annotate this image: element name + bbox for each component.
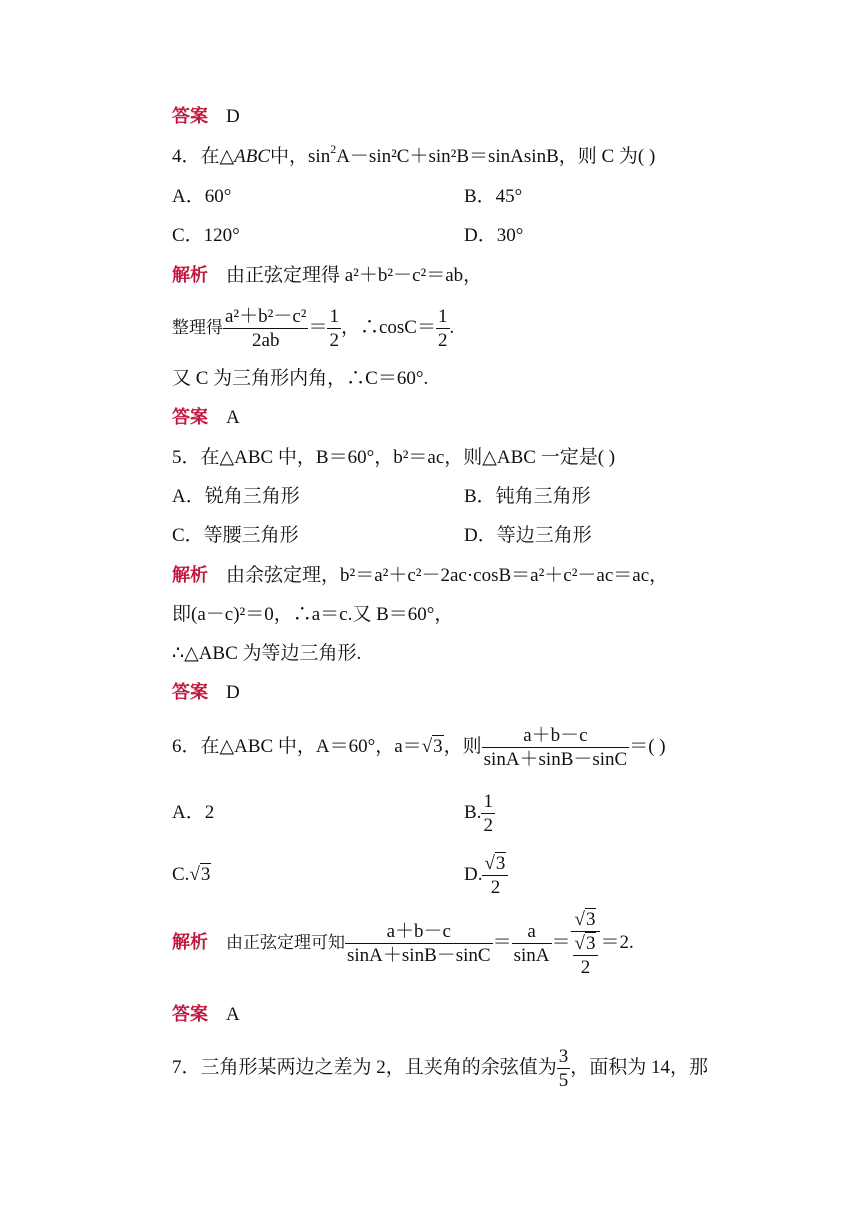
question-4-options-row2: [172, 224, 524, 248]
answer-label: 答案: [172, 682, 208, 703]
question-6-options-row2: [172, 852, 506, 899]
option-d[interactable]: D．等边三角形: [464, 525, 592, 546]
question-5-solution-3: ∴△ABC 为等边三角形.: [172, 643, 362, 664]
fraction: $\frac{1}{2}$: [438, 306, 448, 352]
answer-label: 答案: [172, 407, 208, 428]
answer-value: A: [226, 1004, 240, 1025]
option-b[interactable]: B. $\frac{1}{2}$: [464, 791, 493, 837]
question-6-options-row1: [172, 790, 493, 837]
answer-line-6: [172, 1003, 240, 1027]
question-5-solution-1: 解析 由余弦定理，b²＝a²＋c²－2ac·cosB＝a²＋c²－ac＝ac，: [172, 565, 669, 586]
question-5-solution-2: 即(a－c)²＝0，∴a＝c.又 B＝60°，: [172, 604, 454, 625]
question-4-options-row1: [172, 185, 523, 209]
question-5-options-row1: [172, 485, 591, 509]
analysis-label: 解析: [172, 565, 208, 586]
answer-line-4: [172, 406, 240, 430]
option-c[interactable]: C．120°: [172, 225, 240, 246]
option-a[interactable]: A．60°: [172, 186, 232, 207]
question-5-options-row2: [172, 524, 592, 548]
question-5-stem: 5．在△ABC 中，B＝60°，b²＝ac，则△ABC 一定是( ): [172, 447, 616, 468]
question-7-stem: 7．三角形某两边之差为 2，且夹角的余弦值为 $\frac{3}{5}$ ，面积为 14，那: [172, 1046, 709, 1092]
option-a[interactable]: A．锐角三角形: [172, 486, 300, 507]
answer-label: 答案: [172, 106, 208, 127]
answer-line-3: [172, 105, 240, 129]
option-c[interactable]: C．等腰三角形: [172, 525, 299, 546]
option-a[interactable]: A．2: [172, 802, 215, 823]
fraction: $\frac{a}{\sin A}$: [513, 921, 550, 967]
answer-value: A: [226, 407, 240, 428]
analysis-label: 解析: [172, 932, 208, 953]
fraction: $\frac{\text{a²＋b²－c²}}{2ab}$: [225, 306, 307, 352]
fraction: $\frac{a+b-c}{\sin A+\sin B-\sin C}$: [483, 725, 628, 771]
answer-line-5: [172, 681, 240, 705]
sqrt: √3: [421, 736, 443, 757]
question-6-solution: 解析 由正弦定理可知 $\frac{a+b-c}{\sin A+\sin B-\sin C}$ ＝ $\frac{a}{\sin A}$ ＝ $\frac{√3}{\frac{√3}{2}}$ ＝2.: [172, 909, 634, 979]
fraction: $\frac{√3}{\frac{√3}{2}}$: [571, 910, 601, 977]
answer-value: D: [226, 682, 240, 703]
option-b[interactable]: B．钝角三角形: [464, 486, 591, 507]
fraction: $\frac{3}{5}$: [558, 1046, 569, 1092]
fraction: $\frac{a+b-c}{\sin A+\sin B-\sin C}$: [347, 921, 491, 967]
question-6-stem: 6．在△ABC 中，A＝60°，a＝√3，则 $\frac{a+b-c}{\sin A+\sin B-\sin C}$ ＝( ): [172, 725, 666, 771]
question-4-solution-1: 解析 由正弦定理得 a²＋b²－c²＝ab，: [172, 265, 483, 286]
answer-value: D: [226, 106, 240, 127]
question-4-solution-2: 整理得 $\frac{\text{a²＋b²－c²}}{2ab}$ ＝ $\frac{1}{2}$ ，∴cosC＝ $\frac{1}{2}$ .: [172, 306, 455, 352]
option-d[interactable]: D. $\frac{√3}{2}$: [464, 852, 508, 898]
answer-label: 答案: [172, 1004, 208, 1025]
question-4-solution-3: 又 C 为三角形内角，∴C＝60°.: [172, 368, 429, 389]
fraction: $\frac{1}{2}$: [329, 306, 339, 352]
option-c[interactable]: C.√3: [172, 864, 211, 885]
option-d[interactable]: D．30°: [464, 225, 524, 246]
option-b[interactable]: B．45°: [464, 186, 523, 207]
question-4-stem: 4．在△ABC中，$\sin^2A-\sin^2C+\sin^2B=sinAsinB$，则 C 为( ): [172, 141, 656, 167]
analysis-label: 解析: [172, 265, 208, 286]
